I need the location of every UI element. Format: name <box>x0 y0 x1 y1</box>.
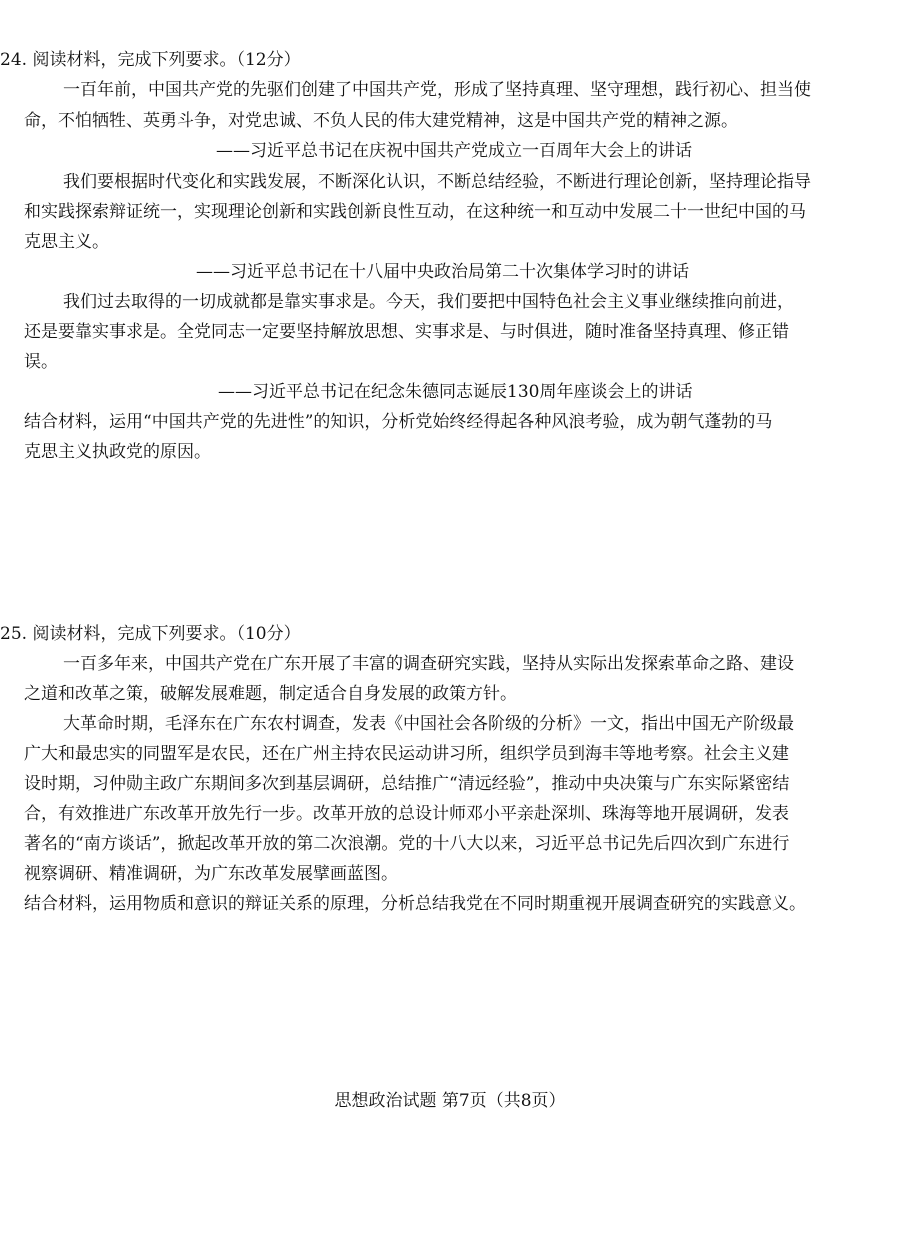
q25-heading: 25. 阅读材料，完成下列要求。（10分） <box>0 624 301 644</box>
q25-material-line3: 设时期，习仲勋主政广东期间多次到基层调研，总结推广“清远经验”，推动中央决策与广东实际紧密结 <box>24 774 790 794</box>
q25-material-line6: 视察调研、精准调研，为广东改革发展擘画蓝图。 <box>24 864 398 884</box>
q24-material2-line3: 克思主义。 <box>24 232 109 252</box>
q24-material3-line2: 还是要靠实事求是。全党同志一定要坚持解放思想、实事求是、与时俱进，随时准备坚持真理、修正错 <box>24 322 789 342</box>
q24-material3-line1: 我们过去取得的一切成就都是靠实事求是。今天，我们要把中国特色社会主义事业继续推向前进， <box>63 292 794 312</box>
q24-heading: 24. 阅读材料，完成下列要求。（12分） <box>0 50 301 70</box>
q24-source1: ——习近平总书记在庆祝中国共产党成立一百周年大会上的讲话 <box>216 141 692 161</box>
q25-material-intro-line2: 之道和改革之策，破解发展难题，制定适合自身发展的政策方针。 <box>24 684 517 704</box>
q25-material-line4: 合，有效推进广东改革开放先行一步。改革开放的总设计师邓小平亲赴深圳、珠海等地开展调研，发表 <box>24 804 789 824</box>
q24-material3-line3: 误。 <box>24 352 58 372</box>
q25-material-line1: 大革命时期，毛泽东在广东农村调查，发表《中国社会各阶级的分析》一文，指出中国无产阶级最 <box>63 714 794 734</box>
q24-material2-line2: 和实践探索辩证统一，实现理论创新和实践创新良性互动，在这种统一和互动中发展二十一世纪中国的马 <box>24 202 806 222</box>
q25-material-line2: 广大和最忠实的同盟军是农民，还在广州主持农民运动讲习所，组织学员到海丰等地考察。社会主义建 <box>24 744 789 764</box>
q24-source2: ——习近平总书记在十八届中央政治局第二十次集体学习时的讲话 <box>196 262 689 282</box>
q24-material2-line1: 我们要根据时代变化和实践发展，不断深化认识，不断总结经验，不断进行理论创新，坚持理论指导 <box>63 172 811 192</box>
q24-task-line1: 结合材料，运用“中国共产党的先进性”的知识，分析党始终经得起各种风浪考验，成为朝气蓬勃的马 <box>24 412 773 432</box>
q24-material1-line1: 一百年前，中国共产党的先驱们创建了中国共产党，形成了坚持真理、坚守理想，践行初心、担当使 <box>63 80 811 100</box>
q25-material-line5: 著名的“南方谈话”，掀起改革开放的第二次浪潮。党的十八大以来，习近平总书记先后四次到广东进行 <box>24 834 790 854</box>
q24-material1-line2: 命，不怕牺牲、英勇斗争，对党忠诚、不负人民的伟大建党精神，这是中国共产党的精神之源。 <box>24 111 738 131</box>
q25-material-intro-line1: 一百多年来，中国共产党在广东开展了丰富的调查研究实践，坚持从实际出发探索革命之路、建设 <box>63 654 794 674</box>
q24-task-line2: 克思主义执政党的原因。 <box>24 442 211 462</box>
q24-source3: ——习近平总书记在纪念朱德同志诞辰130周年座谈会上的讲话 <box>218 382 693 402</box>
q25-task: 结合材料，运用物质和意识的辩证关系的原理，分析总结我党在不同时期重视开展调查研究的实践意义。 <box>24 894 806 914</box>
page-footer: 思想政治试题 第7页（共8页） <box>334 1091 566 1111</box>
